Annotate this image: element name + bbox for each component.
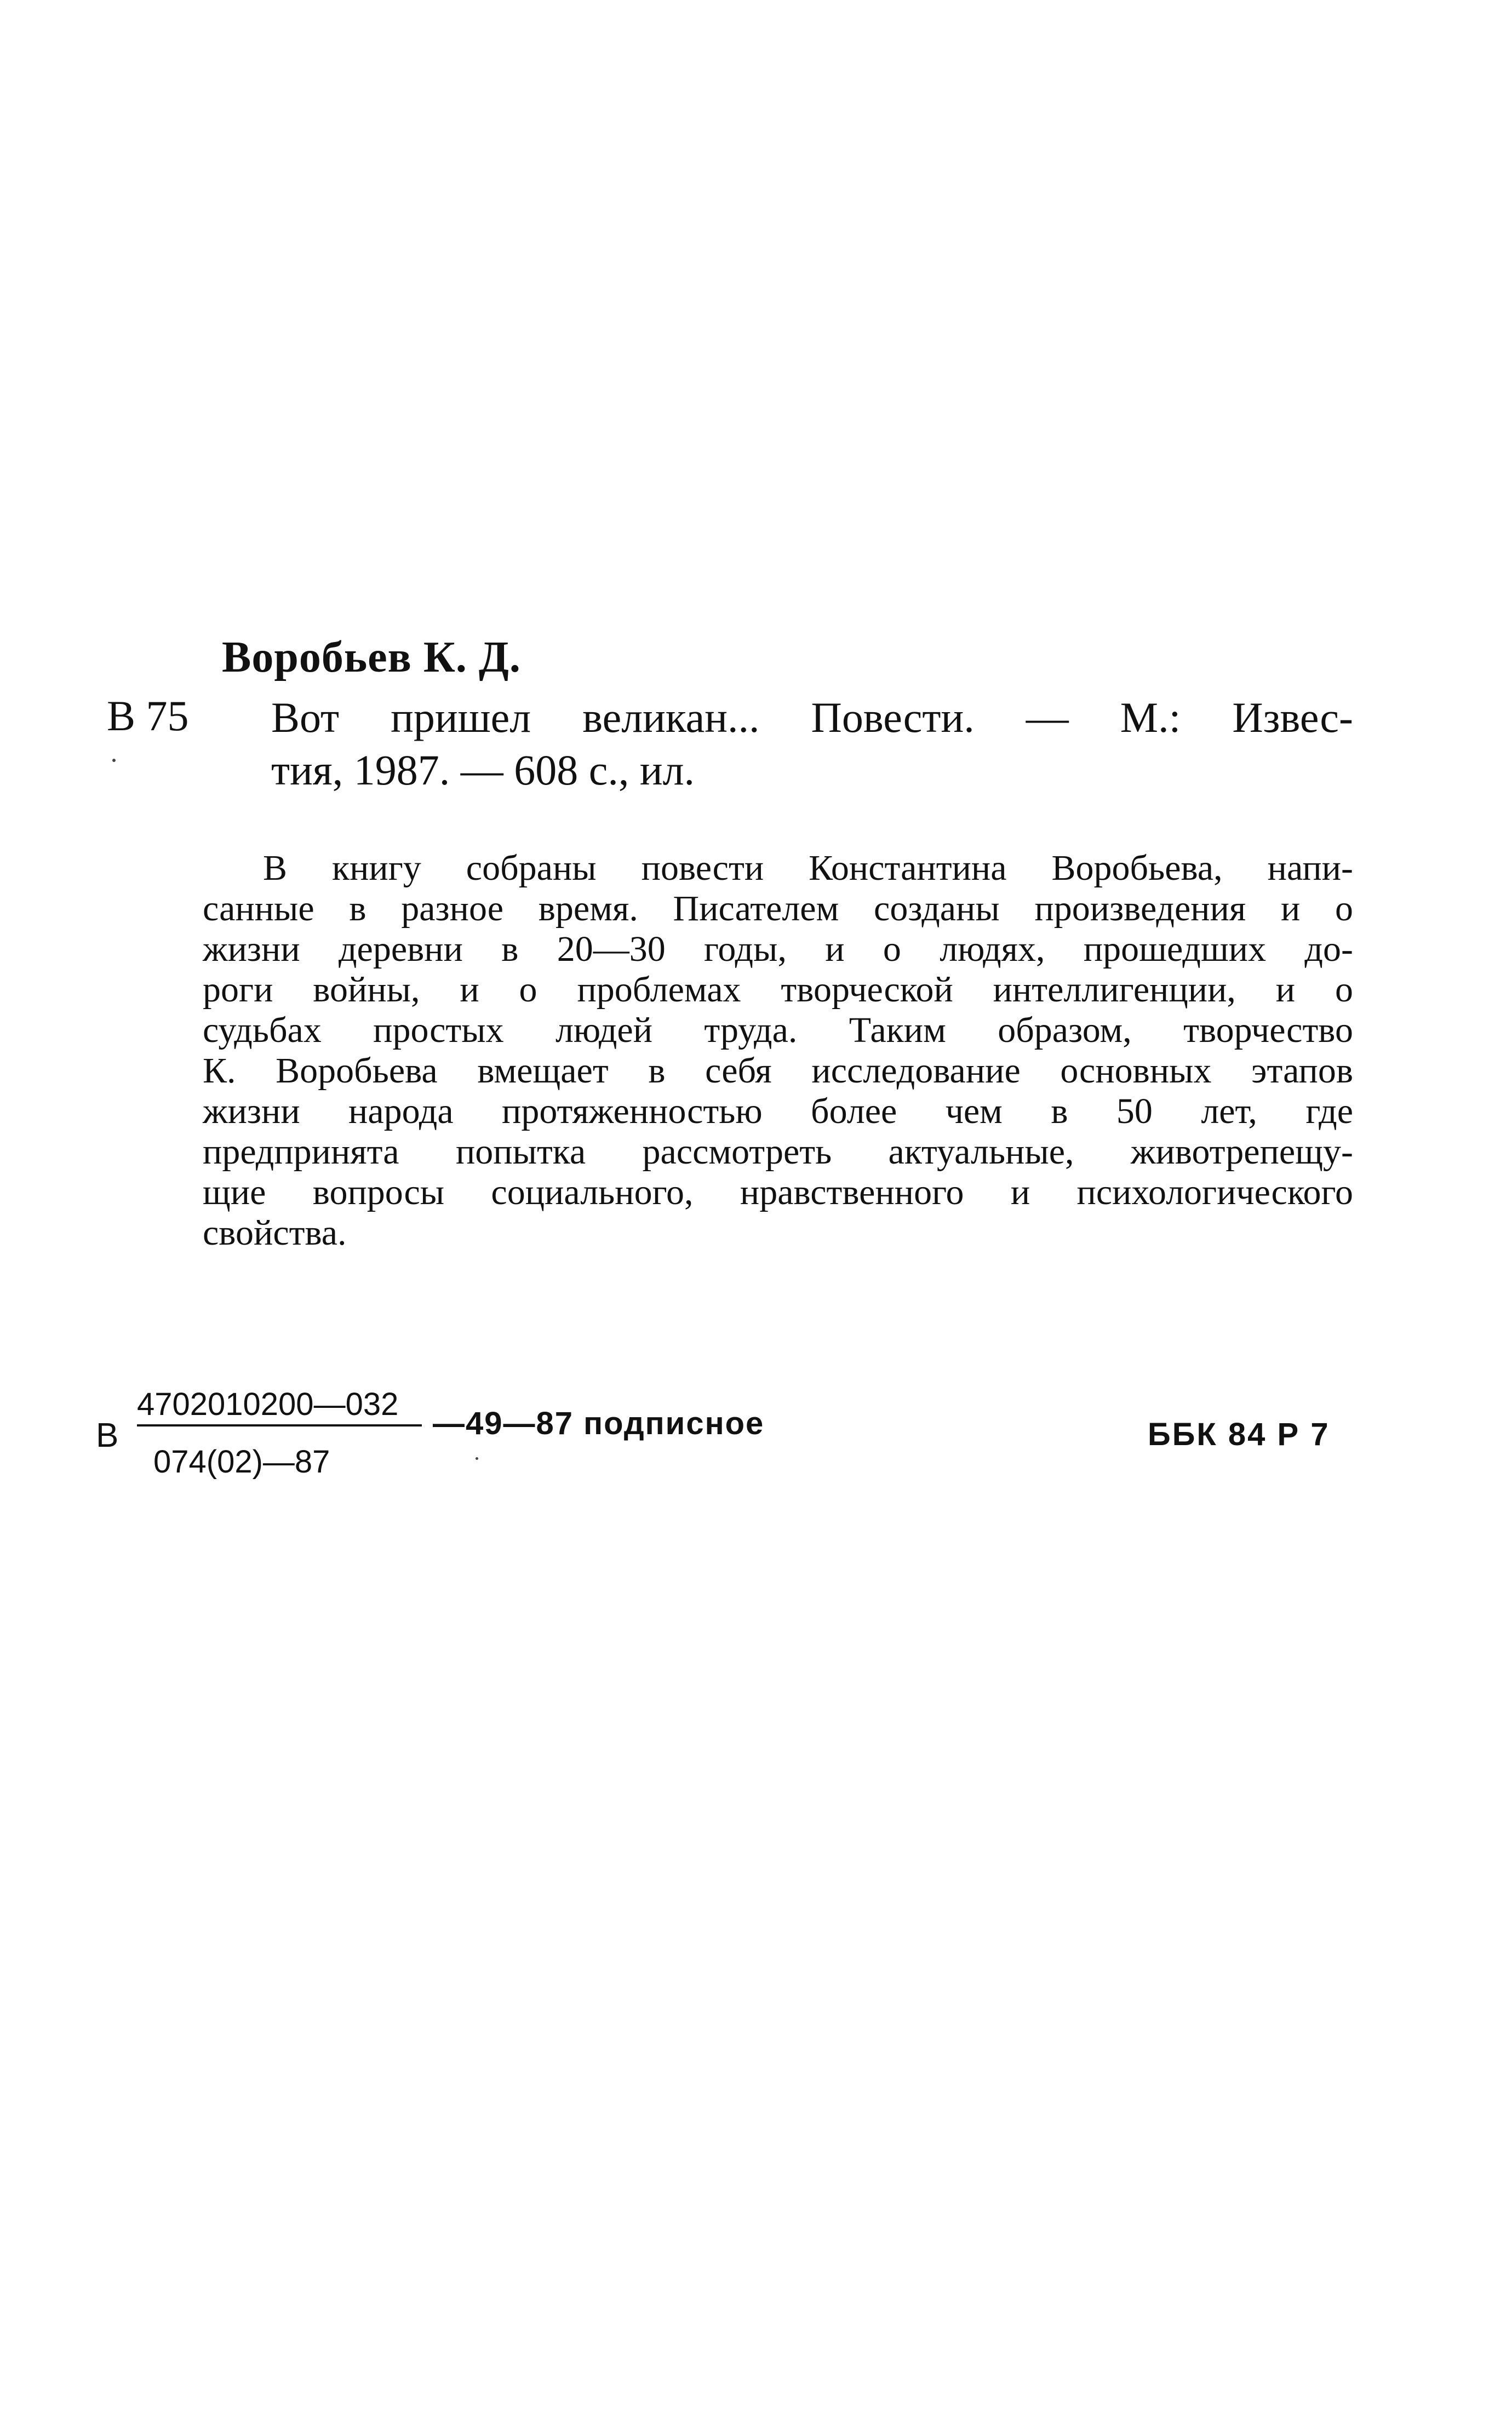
footer-denominator: 074(02)—87 (153, 1444, 330, 1480)
annotation-line: свойства. (203, 1213, 347, 1253)
annotation-line: судьбах простых людей труда. Таким образом, творчество (203, 1010, 1353, 1050)
scan-speck (476, 1457, 478, 1460)
annotation-line: К. Воробьева вмещает в себя исследование основных этапов (203, 1051, 1353, 1091)
annotation-line: санные в разное время. Писателем созданы произведения и о (203, 889, 1353, 929)
bbk-code: ББК 84 Р 7 (1148, 1417, 1330, 1452)
annotation-line: жизни деревни в 20—30 годы, и о людях, прошедших до- (203, 929, 1353, 969)
annotation-line: В книгу собраны повести Константина Воробьева, напи- (263, 848, 1353, 888)
annotation-line: щие вопросы социального, нравственного и психологического (203, 1172, 1353, 1212)
author-name: Воробьев К. Д. (222, 633, 521, 681)
footer-subscription-code: —49—87 подписное (433, 1406, 765, 1441)
annotation-line: жизни народа протяженностью более чем в 50 лет, где (203, 1091, 1353, 1131)
catalog-index: В 75 (107, 692, 189, 740)
footer-numerator: 4702010200—032 (137, 1387, 399, 1422)
footer-prefix: В (96, 1417, 119, 1454)
fraction-rule (137, 1424, 422, 1426)
annotation-line: роги войны, и о проблемах творческой интеллигенции, и о (203, 970, 1353, 1010)
annotation-line: предпринята попытка рассмотреть актуальные, животрепещу- (203, 1132, 1353, 1172)
title-line-2: тия, 1987. — 608 с., ил. (271, 746, 695, 794)
scan-speck (112, 759, 116, 762)
title-line-1: Вот пришел великан... Повести. — М.: Извес- (271, 694, 1353, 741)
